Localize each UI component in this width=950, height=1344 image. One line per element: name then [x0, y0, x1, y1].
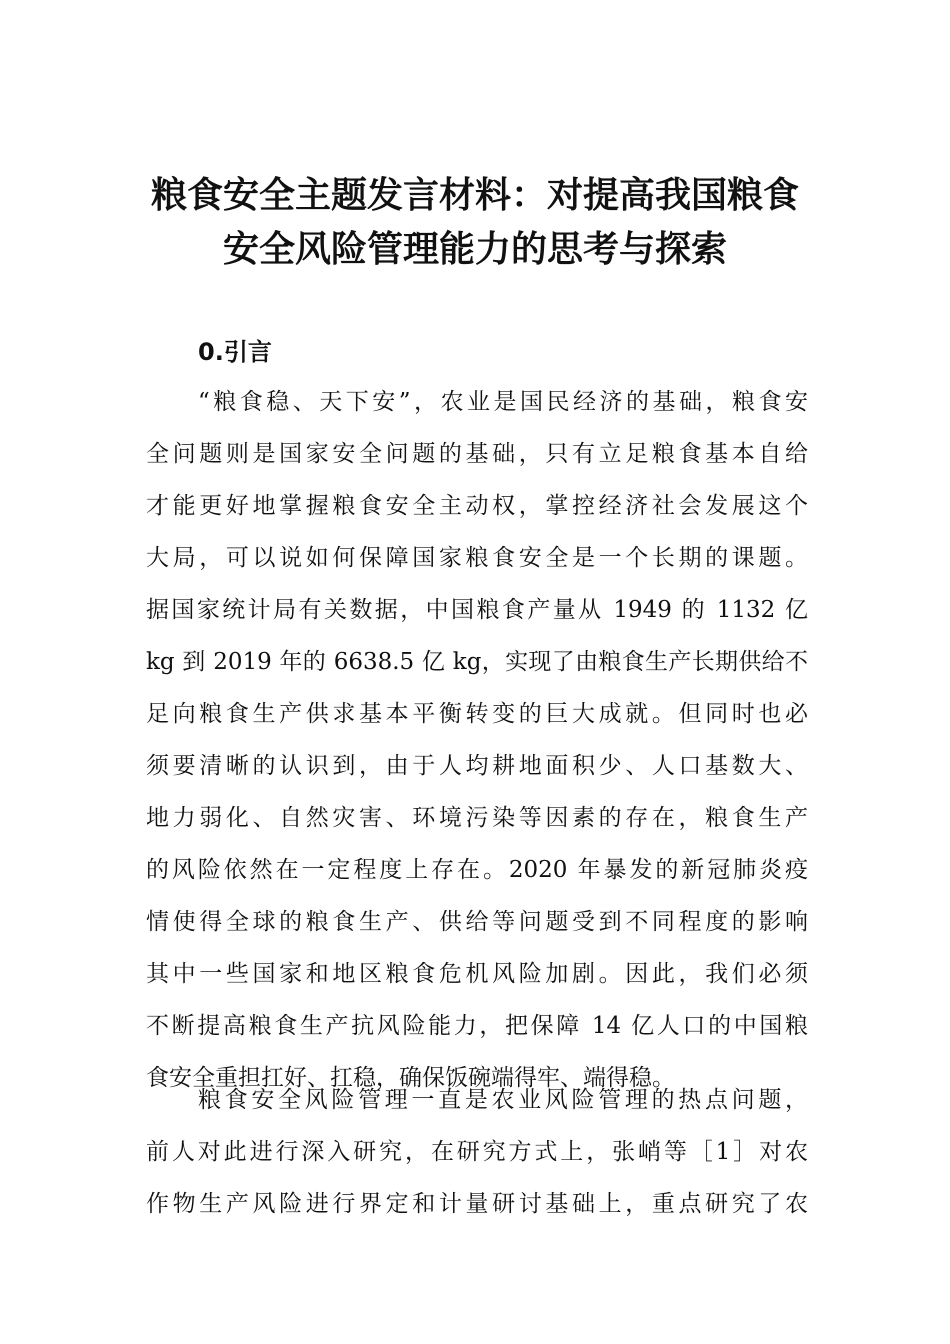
document-title: [130, 168, 820, 276]
section-heading-introduction: 0.引言: [198, 338, 272, 366]
paragraph-line: 才能更好地掌握粮食安全主动权，掌控经济社会发展这个: [146, 493, 808, 519]
paragraph-line: 作物生产风险进行界定和计量研讨基础上，重点研究了农: [146, 1191, 808, 1217]
paragraph-line: 不断提高粮食生产抗风险能力，把保障 14 亿人口的中国粮: [146, 1013, 808, 1039]
paragraph-line: 情使得全球的粮食生产、供给等问题受到不同程度的影响: [146, 909, 808, 935]
paragraph-line: 须要清晰的认识到，由于人均耕地面积少、人口基数大、: [146, 753, 808, 779]
paragraph-line: 食安全重担扛好、扛稳，确保饭碗端得牢、端得稳。: [146, 1065, 675, 1091]
paragraph-research-review: [146, 1074, 808, 1230]
paragraph-line: 的风险依然在一定程度上存在。2020 年暴发的新冠肺炎疫: [146, 857, 808, 883]
paragraph-line: 前人对此进行深入研究，在研究方式上，张峭等［1］对农: [146, 1139, 808, 1165]
paragraph-line: 据国家统计局有关数据，中国粮食产量从 1949 的 1132 亿: [146, 597, 808, 623]
paragraph-line: 全问题则是国家安全问题的基础，只有立足粮食基本自给: [146, 441, 808, 467]
paragraph-line: 足向粮食生产供求基本平衡转变的巨大成就。但同时也必: [146, 701, 808, 727]
title-line-1: 粮食安全主题发言材料：对提高我国粮食: [150, 174, 799, 216]
title-line-2: 安全风险管理能力的思考与探索: [222, 228, 727, 270]
paragraph-line: 粮食安全风险管理一直是农业风险管理的热点问题，: [198, 1087, 808, 1113]
paragraph-line: 大局，可以说如何保障国家粮食安全是一个长期的课题。: [146, 545, 808, 571]
paragraph-introduction: [146, 376, 808, 1104]
paragraph-line: “粮食稳、天下安”，农业是国民经济的基础，粮食安: [198, 389, 808, 415]
paragraph-line: 地力弱化、自然灾害、环境污染等因素的存在，粮食生产: [146, 805, 808, 831]
paragraph-line: kg 到 2019 年的 6638.5 亿 kg，实现了由粮食生产长期供给不: [146, 649, 808, 675]
paragraph-line: 其中一些国家和地区粮食危机风险加剧。因此，我们必须: [146, 961, 808, 987]
